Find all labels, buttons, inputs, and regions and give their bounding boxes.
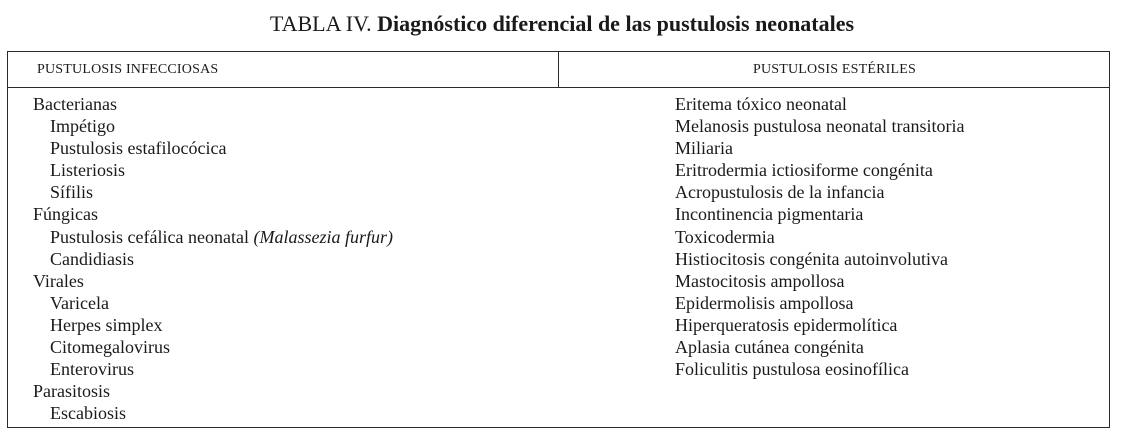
table-title-prefix: TABLA IV. — [269, 11, 372, 36]
category-parasitosis: Parasitosis — [33, 381, 111, 402]
cefalica-text: Pustulosis cefálica neonatal — [50, 226, 249, 247]
list-item: Citomegalovirus — [50, 337, 170, 358]
table-header-row — [8, 52, 1109, 88]
list-item: Candidiasis — [50, 248, 134, 269]
table-title-text: Diagnóstico diferencial de las pustulosis neonatales — [377, 11, 855, 36]
list-item: Enterovirus — [50, 359, 134, 380]
list-item: Mastocitosis ampollosa — [675, 270, 845, 291]
list-item: Herpes simplex — [50, 314, 163, 335]
list-item: Sífilis — [50, 182, 94, 203]
category-bacterianas: Bacterianas — [33, 94, 117, 114]
list-item: Escabiosis — [50, 403, 126, 424]
list-item: Listeriosis — [50, 160, 125, 181]
list-item: Miliaria — [675, 138, 733, 159]
column-infecciosas — [33, 93, 393, 424]
list-item: Incontinencia pigmentaria — [675, 204, 864, 225]
list-item: Epidermolisis ampollosa — [675, 292, 854, 313]
table-title — [0, 11, 1124, 37]
category-fungicas: Fúngicas — [33, 204, 98, 225]
list-item: Eritrodermia ictiosiforme congénita — [675, 160, 933, 181]
list-item: Histiocitosis congénita autoinvolutiva — [675, 248, 948, 269]
list-item: Impétigo — [50, 116, 115, 137]
list-item: Aplasia cutánea congénita — [675, 337, 864, 358]
list-item: Foliculitis pustulosa eosinofílica — [675, 359, 909, 380]
list-item: Acropustulosis de la infancia — [675, 182, 885, 203]
malassezia-text: (Malassezia furfur) — [253, 226, 393, 247]
list-item: Varicela — [50, 292, 109, 313]
list-item: Eritema tóxico neonatal — [675, 94, 847, 114]
list-item: Toxicodermia — [675, 226, 775, 247]
list-item: Hiperqueratosis epidermolítica — [675, 314, 898, 335]
differential-diagnosis-table — [7, 51, 1110, 428]
header-esteriles: PUSTULOSIS ESTÉRILES — [752, 62, 917, 77]
list-item: Pustulosis estafilocócica — [50, 138, 227, 159]
list-item: Melanosis pustulosa neonatal transitoria — [675, 116, 965, 137]
header-infecciosas: PUSTULOSIS INFECCIOSAS — [37, 62, 219, 77]
list-item-cefalica — [33, 226, 393, 248]
category-virales: Virales — [33, 270, 84, 291]
column-esteriles — [675, 93, 964, 380]
